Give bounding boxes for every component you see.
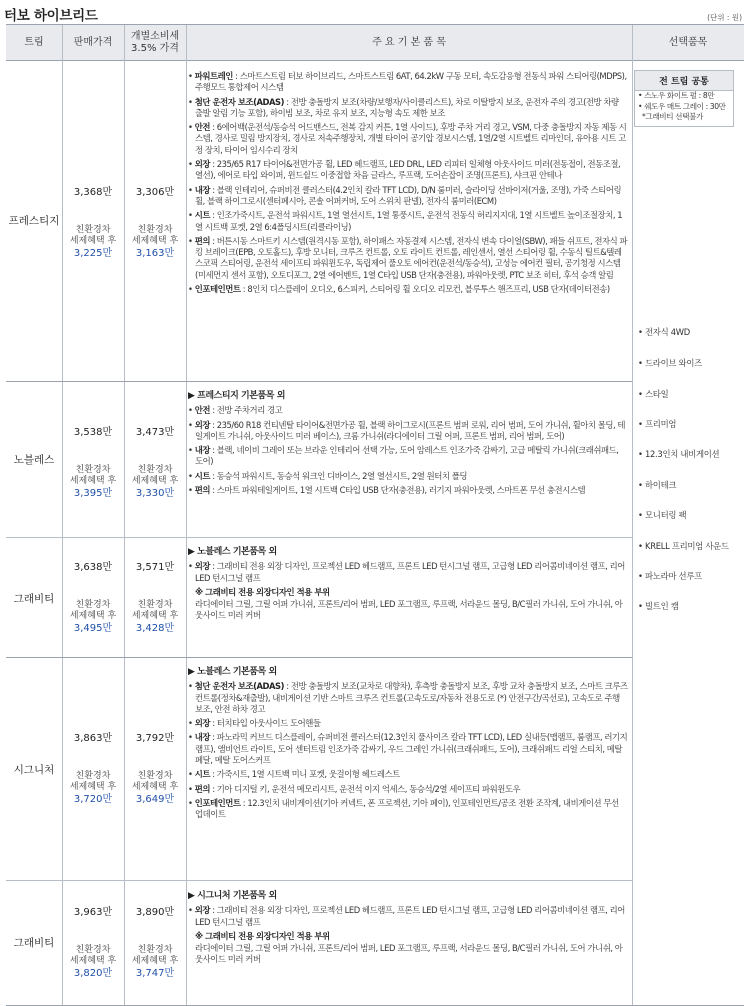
feature-item: • 편의 : 버튼시동 스마트키 시스템(원격시동 포함), 하이패스 자동결제 시스템, 전자식 변속 다이얼(SBW), 패들 쉬프트, 전자식 파킹 브레이크(EPB, 오토홀드), 후방 모니터, 크루즈 컨트롤, 오토 라이트 컨트롤, 레인센서, 열선 스티어링 휠, 수동식 틸트&텔레스코픽 스티어링, 운전석 세이프티 파워윈도우, 독립제어 풀오토 에어컨(운전석/동승석), 고성능 에어컨 필터, 공기청정 시스템(미세먼지 센서 포함), 오토디포그, 2열 에어벤트, 1열 C타입 USB 단자(충전용), 파워아웃렛, PTC 보조 히터, 후석 승객 알림 [188,235,628,280]
feature-item: • 편의 : 스마트 파워테일게이트, 1열 시트백 C타입 USB 단자(충전용), 러기지 파워아웃렛, 스마트폰 무선 충전시스템 [188,485,586,496]
feature-key: 외장 [194,419,210,430]
header-trim: 트림 [6,25,62,61]
header-features: 주 요 기 본 품 목 [186,25,632,61]
feature-key: 내장 [194,732,210,743]
feature-sub-text: 라디에이터 그릴, 그릴 어퍼 가니쉬, 프론트/리어 범퍼, LED 포그램프, 루프랙, 서라운드 몰딩, B/C필러 가니쉬, 도어 가니쉬, 아웃사이드 미러 커버 [195,943,623,965]
tax-price-after-benefit: 3,747만 [135,968,175,979]
feature-sub-title: ※ 그래비티 전용 외장디자인 적용 부위 [195,586,330,597]
tax-price: 3,473만 [135,427,175,438]
divider [62,25,63,1005]
tax-price-after-benefit: 3,649만 [135,794,175,805]
feature-list [188,547,628,622]
feature-text: : 인조가죽시트, 운전석 파워시트, 1열 열선시트, 1열 통풍시트, 운전석 전동식 허리지지대, 1열 시트벨트 높이조절장치, 1열 시트백 포켓, 2열 6:4폴딩시트(리클라이닝) [195,210,623,232]
feature-list [188,71,628,298]
feature-key: 첨단 운전자 보조(ADAS) [194,681,285,692]
benefit-label: 친환경차 세제혜택 후 [131,945,179,966]
tax-price: 3,890만 [135,907,175,918]
unit-label: (단위 : 원) [707,13,742,22]
feature-list [188,391,628,499]
option-item: • 프리미엄 [638,419,677,429]
feature-key: 시트 [194,210,210,221]
feature-key: 인포테인먼트 [194,797,241,808]
feature-text: : 버튼시동 스마트키 시스템(원격시동 포함), 하이패스 자동결제 시스템, 전자식 변속 다이얼(SBW), 패들 쉬프트, 전자식 파킹 브레이크(EPB, 오토홀드), 후방 모니터, 크루즈 컨트롤, 오토 라이트 컨트롤, 레인센서, 열선 스티어링 휠, 수동식 틸트&텔레스코픽 스티어링, 운전석 세이프티 파워윈도우, 독립제어 풀오토 에어컨(운전석/동승석), 고성능 에어컨 필터, 공기청정 시스템(미세먼지 센서 포함), 오토디포그, 2열 에어벤트, 1열 C타입 USB 단자(충전용), 파워아웃렛, PTC 보조 히터, 후석 승객 알림 [195,235,628,280]
tax-price-after-benefit: 3,330만 [135,488,175,499]
feature-sub-text: 라디에이터 그릴, 그릴 어퍼 가니쉬, 프론트/리어 범퍼, LED 포그램프, 루프랙, 서라운드 몰딩, B/C필러 가니쉬, 도어 가니쉬, 아웃사이드 미러 커버 [195,599,623,621]
feature-text: : 스마트스트림 터보 하이브리드, 스마트스트림 6AT, 64.2kW 구동 모터, 속도감응형 전동식 파워 스티어링(MDPS), 주행모드 통합제어 시스템 [195,71,627,93]
option-item: • 하이테크 [638,480,677,490]
feature-key: 안전 [194,122,210,133]
feature-key: 안전 [194,405,210,416]
page-title: 터보 하이브리드 [4,8,98,24]
option-item: • 전자식 4WD [638,327,690,337]
price-after-benefit: 3,395만 [73,488,113,499]
option-item: • 모니터링 팩 [638,510,687,520]
feature-text: : 블랙 인테리어, 슈퍼비전 클러스터(4.2인치 칼라 TFT LCD), D/N 룸미러, 슬라이딩 선바이저(거울, 조명), 가죽 스티어링 휠, 블랙 하이그로시(센터페시아, 콘솔 어퍼커버, 도어 스위치 판넬), 전자식 룸미러(ECM) [195,184,622,206]
divider [6,880,632,881]
header-price: 판매가격 [62,25,124,61]
feature-text: : 12.3인치 내비게이션(기아 커넥트, 폰 프로젝션, 기아 페이), 인포테인먼트/공조 전환 조작계, 내비게이션 무선 업데이트 [195,797,619,820]
feature-key: 외장 [194,905,210,916]
divider [186,25,187,1005]
common-options-title: 전 트림 공통 [635,71,733,91]
tax-price: 3,306만 [135,187,175,198]
feature-key: 첨단 운전자 보조(ADAS) [194,96,285,107]
tax-price-after-benefit: 3,428만 [135,623,175,634]
trim-name: 시그니처 [13,764,55,776]
feature-key: 시트 [194,470,210,481]
feature-item: • 안전 : 전방 주차거리 경고 [188,405,283,416]
feature-text: : 235/60 R18 컨티넨탈 타이어&전면가공 휠, 블랙 하이그로시(프론트 범퍼 로워, 리어 범퍼, 도어 가니쉬, 휠아치 몰딩, 테일게이트 가니쉬, 아웃사이드 미러 베이스), 크롬 가니쉬(라디에이터 그릴 어퍼, 프론트 범퍼, 리어 범퍼, 도어) [195,419,626,441]
benefit-label: 친환경차 세제혜택 후 [131,225,179,246]
price-after-benefit: 3,820만 [73,968,113,979]
trim-tax-price [124,427,186,500]
trim-price [62,733,124,806]
feature-key: 내장 [194,184,210,195]
feature-item: • 내장 : 블랙, 네이비 그레이 또는 브라운 인테리어 선택 가능, 도어 암레스트 인조가죽 감싸기, 고급 메탈릭 가니쉬(크래쉬패드, 도어) [188,445,619,467]
feature-item: • 외장 : 235/60 R18 컨티넨탈 타이어&전면가공 휠, 블랙 하이그로시(프론트 범퍼 로워, 리어 범퍼, 도어 가니쉬, 휠아치 몰딩, 테일게이트 가니쉬, 아웃사이드 미러 베이스), 크롬 가니쉬(라디에이터 그릴 어퍼, 프론트 범퍼, 리어 범퍼, 도어) [188,419,626,441]
trim-name: 그래비티 [13,593,55,605]
feature-item: • 외장 : 그래비티 전용 외장 디자인, 프로젝션 LED 헤드램프, 프론트 LED 턴시그널 램프, 고급형 LED 리어콤비네이션 램프, 리어 LED 턴시그널 램프 [188,905,625,927]
feature-item: • 시트 : 가죽시트, 1열 시트백 미니 포켓, 웃걸이형 헤드레스트 [188,769,400,780]
sale-price: 3,963만 [73,907,113,918]
tax-price-after-benefit: 3,163만 [135,248,175,259]
feature-key: 내장 [194,445,210,456]
feature-item: • 시트 : 동승석 파워시트, 동승석 워크인 디바이스, 2열 열선시트, 2열 원터치 폴딩 [188,470,468,481]
feature-text: : 8인치 디스플레이 오디오, 6스피커, 스티어링 휠 오디오 리모컨, 블루투스 핸즈프리, USB 단자(데이터전송) [240,284,610,295]
common-option-line: • 쉐도우 매트 그레이 : 30만 [638,101,726,111]
trim-tax-price [124,907,186,980]
sale-price: 3,538만 [73,427,113,438]
feature-key: 외장 [194,159,210,170]
header-tax-price: 개별소비세 3.5% 가격 [124,25,186,61]
feature-item: • 내장 : 파노라믹 커브드 디스플레이, 슈퍼비전 클러스터(12.3인치 풀사이즈 칼라 TFT LCD), LED 실내등(맵램프, 룸램프, 러기지램프), 앰비언트 라이트, 도어 센터트림 인조가죽 감싸기, 우드 그레인 가니쉬(크래쉬패드, 도어), 크래쉬패드 리얼 스티치, 메탈 페달, 메탈 도어스커프 [188,732,628,766]
sale-price: 3,638만 [73,562,113,573]
divider [6,381,632,382]
benefit-label: 친환경차 세제혜택 후 [69,465,117,486]
option-item: • 스타일 [638,389,669,399]
sale-price: 3,863만 [73,733,113,744]
price-after-benefit: 3,495만 [73,623,113,634]
trim-price [62,187,124,260]
benefit-label: 친환경차 세제혜택 후 [69,600,117,621]
feature-item: • 시트 : 인조가죽시트, 운전석 파워시트, 1열 열선시트, 1열 통풍시트, 운전석 전동식 허리지지대, 1열 시트벨트 높이조절장치, 1열 시트백 포켓, 2열 6:4폴딩시트(리클라이닝) [188,210,623,232]
feature-key: 편의 [194,235,210,246]
feature-list [188,891,628,966]
trim-name: 그래비티 [13,937,55,949]
divider [6,657,632,658]
common-options-box [634,70,734,127]
benefit-label: 친환경차 세제혜택 후 [69,225,117,246]
feature-key: 편의 [194,485,210,496]
divider [124,25,125,1005]
common-option-line: • 스노우 화이트 펄 : 8만 [638,91,715,100]
feature-key: 시트 [194,769,210,780]
trim-name: 프레스티지 [8,215,60,227]
option-item: • 드라이브 와이즈 [638,358,702,368]
feature-key: 외장 [194,718,210,729]
feature-item: • 첨단 운전자 보조(ADAS) : 전방 충돌방지 보조(차량/보행자/사이클리스트), 차로 이탈방지 보조, 운전자 주의 경고(전방 차량 출발 알림 기능 포함), 하이빔 보조, 차로 유지 보조, 지능형 속도 제한 보조 [188,96,619,118]
benefit-label: 친환경차 세제혜택 후 [131,465,179,486]
option-item: • 파노라마 선루프 [638,571,702,581]
benefit-label: 친환경차 세제혜택 후 [69,771,117,792]
feature-text: : 그래비티 전용 외장 디자인, 프로젝션 LED 헤드램프, 프론트 LED 턴시그널 램프, 고급형 LED 리어콤비네이션 램프, 리어 LED 턴시그널 램프 [195,905,625,927]
feature-item: • 외장 : 235/65 R17 타이어&전면가공 휠, LED 헤드램프, LED DRL, LED 리피터 일체형 아웃사이드 미러(전동접이, 전동조절, 열선), 에어로 타입 와이퍼, 윈드쉴드 이중접합 차음 글라스, 루프랙, 도어손잡이 조명(프론트), 샤크핀 안테나 [188,159,621,181]
feature-text: : 전방 주차거리 경고 [209,405,283,416]
feature-head: ▶ 시그니처 기본품목 외 [188,891,277,901]
price-after-benefit: 3,225만 [73,248,113,259]
tax-price: 3,792만 [135,733,175,744]
feature-key: 편의 [194,783,210,794]
feature-item: • 인포테인먼트 : 12.3인치 내비게이션(기아 커넥트, 폰 프로젝션, 기아 페이), 인포테인먼트/공조 전환 조작계, 내비게이션 무선 업데이트 [188,797,619,820]
option-item: • 12.3인치 내비게이션 [638,449,720,459]
feature-list [188,667,628,824]
divider [6,537,632,538]
feature-text: : 동승석 파워시트, 동승석 워크인 디바이스, 2열 열선시트, 2열 원터치 폴딩 [209,470,468,481]
price-after-benefit: 3,720만 [73,794,113,805]
feature-text: : 스마트 파워테일게이트, 1열 시트백 C타입 USB 단자(충전용), 러기지 파워아웃렛, 스마트폰 무선 충전시스템 [209,485,586,496]
spec-table [6,24,744,1006]
feature-key: 외장 [194,561,210,572]
feature-text: : 파노라믹 커브드 디스플레이, 슈퍼비전 클러스터(12.3인치 풀사이즈 칼라 TFT LCD), LED 실내등(맵램프, 룸램프, 러기지램프), 앰비언트 라이트, 도어 센터트림 인조가죽 감싸기, 우드 그레인 가니쉬(크래쉬패드, 도어), 크래쉬패드 리얼 스티치, 메탈 페달, 메탈 도어스커프 [195,732,628,766]
feature-sub-title: ※ 그래비티 전용 외장디자인 적용 부위 [195,930,330,941]
feature-item: • 파워트레인 : 스마트스트림 터보 하이브리드, 스마트스트림 6AT, 64.2kW 구동 모터, 속도감응형 전동식 파워 스티어링(MDPS), 주행모드 통합제어 시스템 [188,71,627,93]
trim-tax-price [124,562,186,635]
feature-item: • 첨단 운전자 보조(ADAS) : 전방 충돌방지 보조(교차로 대향차), 후측방 충돌방지 보조, 후방 교차 충돌방지 보조, 스마트 크루즈 컨트롤(정차&재출발), 내비게이션 기반 스마트 크루즈 컨트롤(고속도로/자동차 전용도로 (*) 안전구간/곡선로), 고속도로 주행 보조, 안전 하차 경고 [188,681,628,714]
trim-price [62,907,124,980]
feature-item: • 외장 : 터치타입 아웃사이드 도어핸들 [188,718,321,729]
feature-item: • 외장 : 그래비티 전용 외장 디자인, 프로젝션 LED 헤드램프, 프론트 LED 턴시그널 램프, 고급형 LED 리어콤비네이션 램프, 리어 LED 턴시그널 램프 [188,561,625,583]
benefit-label: 친환경차 세제혜택 후 [69,945,117,966]
feature-text: : 그래비티 전용 외장 디자인, 프로젝션 LED 헤드램프, 프론트 LED 턴시그널 램프, 고급형 LED 리어콤비네이션 램프, 리어 LED 턴시그널 램프 [195,561,625,583]
feature-text: : 터치타입 아웃사이드 도어핸들 [209,718,321,729]
feature-text: : 전방 충돌방지 보조(차량/보행자/사이클리스트), 차로 이탈방지 보조, 운전자 주의 경고(전방 차량 출발 알림 기능 포함), 하이빔 보조, 차로 유지 보조, 지능형 속도 제한 보조 [195,96,619,118]
common-option-line: *그래비티 선택불가 [638,112,703,121]
feature-item: • 인포테인먼트 : 8인치 디스플레이 오디오, 6스피커, 스티어링 휠 오디오 리모컨, 블루투스 핸즈프리, USB 단자(데이터전송) [188,284,610,295]
benefit-label: 친환경차 세제혜택 후 [131,771,179,792]
feature-key: 파워트레인 [194,71,233,81]
feature-head: ▶ 노블레스 기본품목 외 [188,547,277,557]
feature-key: 인포테인먼트 [194,284,241,295]
trim-price [62,562,124,635]
option-item: • 빌트인 캠 [638,601,679,611]
feature-item: • 편의 : 기아 디지털 키, 운전석 메모리시트, 운전석 이지 억세스, 동승석/2열 세이프티 파워윈도우 [188,783,521,794]
feature-item: • 내장 : 블랙 인테리어, 슈퍼비전 클러스터(4.2인치 칼라 TFT LCD), D/N 룸미러, 슬라이딩 선바이저(거울, 조명), 가죽 스티어링 휠, 블랙 하이그로시(센터페시아, 콘솔 어퍼커버, 도어 스위치 판넬), 전자식 룸미러(ECM) [188,184,622,206]
feature-text: : 기아 디지털 키, 운전석 메모리시트, 운전석 이지 억세스, 동승석/2열 세이프티 파워윈도우 [209,783,521,794]
feature-head: ▶ 프레스티지 기본품목 외 [188,391,285,401]
trim-price [62,427,124,500]
sale-price: 3,368만 [73,187,113,198]
feature-text: : 전방 충돌방지 보조(교차로 대향차), 후측방 충돌방지 보조, 후방 교차 충돌방지 보조, 스마트 크루즈 컨트롤(정차&재출발), 내비게이션 기반 스마트 크루즈 컨트롤(고속도로/자동차 전용도로 (*) 안전구간/곡선로), 고속도로 주행 보조, 안전 하차 경고 [195,681,628,714]
option-item: • KRELL 프리미엄 사운드 [638,541,729,551]
benefit-label: 친환경차 세제혜택 후 [131,600,179,621]
divider [632,25,633,1005]
trim-name: 노블레스 [13,454,55,466]
feature-head: ▶ 노블레스 기본품목 외 [188,667,277,677]
header-options: 선택품목 [632,25,744,61]
tax-price: 3,571만 [135,562,175,573]
feature-text: : 235/65 R17 타이어&전면가공 휠, LED 헤드램프, LED DRL, LED 리피터 일체형 아웃사이드 미러(전동접이, 전동조절, 열선), 에어로 타입 와이퍼, 윈드쉴드 이중접합 차음 글라스, 루프랙, 도어손잡이 조명(프론트), 샤크핀 안테나 [195,159,621,181]
trim-tax-price [124,187,186,260]
feature-item: • 안전 : 6에어백(운전석/동승석 어드밴스드, 전복 감지 커튼, 1열 사이드), 후방 주차 거리 경고, VSM, 다중 충돌방지 자동 제동 시스템, 경사로 밀림 방지장치, 경사로 저속주행장치, 개별 타이어 공기압 경보시스템, 1열/2열 시트벨트 리마인더, 유아용 시트 고정 장치, 타이어 임시수리 장치 [188,122,627,155]
trim-tax-price [124,733,186,806]
feature-text: : 가죽시트, 1열 시트백 미니 포켓, 웃걸이형 헤드레스트 [209,769,400,780]
feature-text: : 6에어백(운전석/동승석 어드밴스드, 전복 감지 커튼, 1열 사이드), 후방 주차 거리 경고, VSM, 다중 충돌방지 자동 제동 시스템, 경사로 밀림 방지장치, 경사로 저속주행장치, 개별 타이어 공기압 경보시스템, 1열/2열 시트벨트 리마인더, 유아용 시트 고정 장치, 타이어 임시수리 장치 [195,122,627,155]
feature-text: : 블랙, 네이비 그레이 또는 브라운 인테리어 선택 가능, 도어 암레스트 인조가죽 감싸기, 고급 메탈릭 가니쉬(크래쉬패드, 도어) [195,445,619,467]
